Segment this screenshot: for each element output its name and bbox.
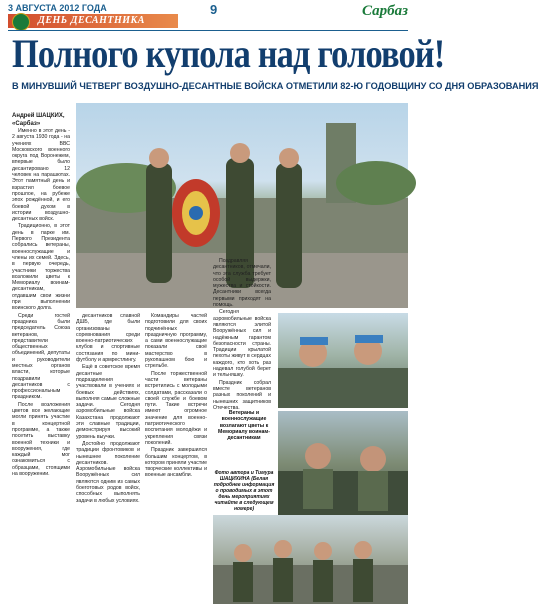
paragraph: Именно в этот день - 2 августа 1930 года - на учениях ВВС Московского военного округа под Воронежем, впервые было десантировано 12 человек на парашютах. Этот памятный день и взрастил боевое прошлое, на рубеже эпох рождённой, и его боевой духом в истории воздушно-десантных войск. xyxy=(12,128,70,223)
article-column-4 xyxy=(213,258,271,411)
paragraph: Командиры частей подготовили для своих подчинённых праздничную программу, а сами военнослужащие показали своё мастерство в рукопашном бою и стрельбе. xyxy=(145,313,207,370)
paragraph: Праздник завершился большим концертом, в котором приняли участие творческие коллективы и военные ансамбли. xyxy=(145,447,207,479)
side-photo-1-scene xyxy=(278,313,408,408)
paragraph: Праздник собрал вместе ветеранов разных поколений и нынешних защитников Отечества. xyxy=(213,379,271,411)
article-subheadline: В МИНУВШИЙ ЧЕТВЕРГ ВОЗДУШНО-ДЕСАНТНЫЕ ВОЙСКА ОТМЕТИЛИ 82-Ю ГОДОВЩИНУ СО ДНЯ ОБРАЗОВАНИЯ xyxy=(12,81,538,91)
paragraph: Достойно продолжают традиции фронтовиков и нынешнее поколение десантников. Аэромобильные войска Вооружённых сил являются одним из самых боеготовых родов войск, способных выполнять задачи в любых условиях. xyxy=(76,440,140,504)
article-column-1 xyxy=(12,128,70,598)
paragraph: Поздравляя десантников, отмечали, что эта служба требует особой выдержки, мужества и стойкости. Десантники всегда первыми приходят на помощь. xyxy=(213,258,271,309)
side-photo-2-scene xyxy=(278,411,408,516)
article-byline: Андрей ШАЦКИХ, «Сарбаз» xyxy=(12,113,65,127)
issue-date: 3 АВГУСТА 2012 ГОДА xyxy=(8,3,107,13)
paragraph: Сегодня аэромобильные войска являются элитой Вооружённых сил и надёжным гарантом безопасности страны. Традиции крылатой пехоты живут в сердцах каждого, кто хоть раз надевал голубой берет и тельняшку. xyxy=(213,309,271,379)
paragraph: Традиционно, в этот день в парке им. Первого Президента собрались ветераны, военнослужащие и члены их семей. Здесь, в первую очередь, участники торжества возложили цветы к Мемориалу воинам-десантникам, отдавшим свои жизни при выполнении воинского долга. xyxy=(12,223,70,312)
side-photo-3 xyxy=(213,515,408,604)
article-column-2 xyxy=(76,313,140,598)
side-photo-2 xyxy=(278,411,408,516)
page-number: 9 xyxy=(210,2,218,17)
paragraph: После возложения цветов все желающие могли принять участие в концертной программе, а также посетить выставку военной техники и вооружения, где каждый мог ознакомиться с образцами, стоящими на вооружении. xyxy=(12,401,70,478)
photo-caption: Ветераны и военнослужащие возлагают цветы к Мемориалу воинам-десантникам xyxy=(218,410,270,442)
side-photo-1 xyxy=(278,313,408,408)
photo-credit: Фото автора и Тимура ШАЦИХИНА (Белая подробнее информация о проводимых в этот день мероприятиях читайте в следующем номере) xyxy=(213,470,275,512)
paragraph: десантников славной ДШБ, где были организованы соревнования среди военно-патриотических клубов и спортивные состязания по мини-футболу и армрестлингу. xyxy=(76,313,140,364)
article-headline: Полного купола над головой! xyxy=(12,31,445,76)
newspaper-logo: Сарбаз xyxy=(362,3,408,19)
rubric-emblem-icon xyxy=(12,13,30,31)
side-photo-3-scene xyxy=(213,515,408,604)
paragraph: Ещё в советское время десантные подразделения участвовали в учениях и боевых действиях, выполняя самые сложные задачи. Сегодня аэромобильные войска Казахстана продолжают эти славные традиции, демонстрируя высокий уровень выучки. xyxy=(76,364,140,440)
rubric-title: ДЕНЬ ДЕСАНТНИКА xyxy=(38,15,145,26)
article-column-3 xyxy=(145,313,207,598)
paragraph: Среди гостей праздника были председатель Союза ветеранов, представители общественных объединений, депутаты и руководители местных органов власти, которые поздравили десантников с профессиональным праздником. xyxy=(12,312,70,401)
paragraph: После торжественной части ветераны встретились с молодыми солдатами, рассказали о своей службе и боевом пути. Такие встречи имеют огромное значение для военно-патриотического воспитания молодёжи и укрепления связи поколений. xyxy=(145,370,207,446)
